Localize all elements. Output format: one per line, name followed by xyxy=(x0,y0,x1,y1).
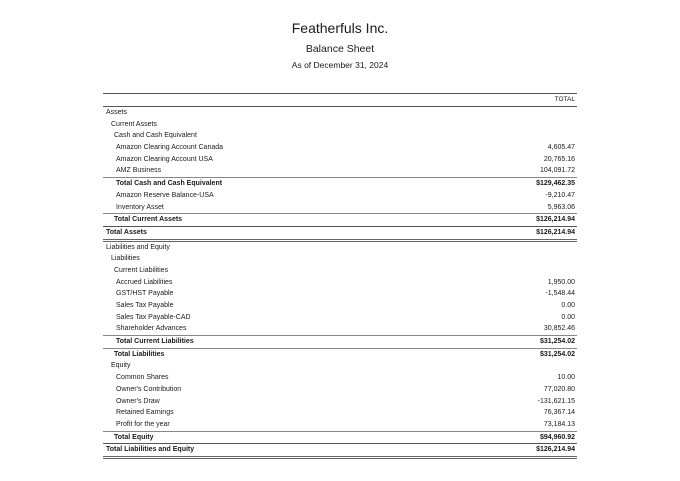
row-amount: 1,950.00 xyxy=(547,278,575,286)
row-amount: 5,963.06 xyxy=(547,203,575,211)
row-amount: $126,214.94 xyxy=(536,228,575,236)
balance-sheet-table xyxy=(103,93,577,459)
row-label: Retained Earnings xyxy=(116,409,174,417)
report-date: As of December 31, 2024 xyxy=(291,60,389,70)
row-label: Total Cash and Cash Equivalent xyxy=(116,180,223,188)
row-label: Shareholder Advances xyxy=(116,325,187,333)
row-label: Equity xyxy=(111,362,131,370)
row-amount: 10.00 xyxy=(557,374,575,382)
row-label: Inventory Asset xyxy=(116,203,164,211)
row-amount: 76,367.14 xyxy=(543,409,575,417)
row-amount: 77,020.80 xyxy=(543,385,575,393)
table-row xyxy=(103,277,577,289)
table-row xyxy=(103,165,577,177)
table-row xyxy=(103,312,577,324)
table-row xyxy=(103,384,577,396)
balance-sheet-rows xyxy=(103,107,577,459)
row-amount: $94,960.92 xyxy=(539,433,575,441)
row-amount: 0.00 xyxy=(561,313,575,321)
table-row xyxy=(103,323,577,335)
row-label: Owner's Contribution xyxy=(116,385,182,393)
table-row xyxy=(103,130,577,142)
row-label: Accrued Liabilities xyxy=(116,278,173,286)
table-row xyxy=(103,335,577,348)
row-label: Common Shares xyxy=(116,374,169,382)
row-amount: 20,765.16 xyxy=(543,155,575,163)
table-row xyxy=(103,419,577,431)
row-label: Current Liabilities xyxy=(114,266,169,274)
table-row xyxy=(103,253,577,265)
table-row xyxy=(103,242,577,254)
row-label: Cash and Cash Equivalent xyxy=(114,132,197,140)
table-row xyxy=(103,431,577,444)
row-label: Liabilities and Equity xyxy=(106,243,170,251)
row-label: AMZ Business xyxy=(116,167,162,175)
table-row xyxy=(103,213,577,226)
row-label: Total Equity xyxy=(114,433,154,441)
row-label: Sales Tax Payable xyxy=(116,302,174,309)
row-amount: $31,254.02 xyxy=(539,350,575,358)
row-label: Owner's Draw xyxy=(116,397,160,405)
row-amount: $129,462.35 xyxy=(536,180,575,188)
table-row xyxy=(103,202,577,214)
row-label: Current Assets xyxy=(111,120,157,128)
table-row xyxy=(103,288,577,300)
column-header-total: TOTAL xyxy=(103,93,577,107)
report-title: Balance Sheet xyxy=(305,43,375,55)
row-amount: -9,210.47 xyxy=(545,191,575,199)
table-row xyxy=(103,300,577,312)
table-row xyxy=(103,142,577,154)
row-label: Sales Tax Payable-CAD xyxy=(116,313,191,321)
company-name: Featherfuls Inc. xyxy=(291,20,389,36)
row-label: Total Liabilities and Equity xyxy=(106,446,195,454)
row-label: Profit for the year xyxy=(116,420,170,428)
row-label: Total Current Liabilities xyxy=(116,338,194,346)
table-row xyxy=(103,407,577,419)
table-row xyxy=(103,372,577,384)
row-amount: 0.00 xyxy=(561,302,575,309)
row-amount: 30,852.46 xyxy=(543,325,575,333)
row-label: Amazon Clearing Account USA xyxy=(116,155,213,163)
table-row xyxy=(103,119,577,131)
row-label: Total Liabilities xyxy=(114,350,165,358)
row-amount: -131,621.15 xyxy=(537,397,575,405)
row-amount: 4,605.47 xyxy=(547,144,575,152)
table-row xyxy=(103,360,577,372)
table-row xyxy=(103,190,577,202)
table-row xyxy=(103,226,577,242)
table-row xyxy=(103,154,577,166)
table-row xyxy=(103,348,577,361)
row-amount: 104,091.72 xyxy=(539,167,575,175)
table-row xyxy=(103,265,577,277)
row-label: Amazon Clearing Account Canada xyxy=(116,144,224,152)
table-row xyxy=(103,443,577,459)
row-label: Liabilities xyxy=(111,255,140,263)
row-amount: -1,548.44 xyxy=(545,290,575,298)
row-label: Assets xyxy=(106,109,128,116)
table-row xyxy=(103,177,577,190)
row-amount: 73,184.13 xyxy=(543,420,575,428)
table-row xyxy=(103,396,577,408)
row-label: GST/HST Payable xyxy=(116,290,174,298)
row-amount: $31,254.02 xyxy=(539,338,575,346)
row-label: Total Assets xyxy=(106,228,147,236)
row-label: Amazon Reserve Balance-USA xyxy=(116,191,214,199)
row-amount: $126,214.94 xyxy=(536,446,575,454)
table-row xyxy=(103,107,577,119)
row-label: Total Current Assets xyxy=(114,216,183,224)
row-amount: $126,214.94 xyxy=(536,216,575,224)
